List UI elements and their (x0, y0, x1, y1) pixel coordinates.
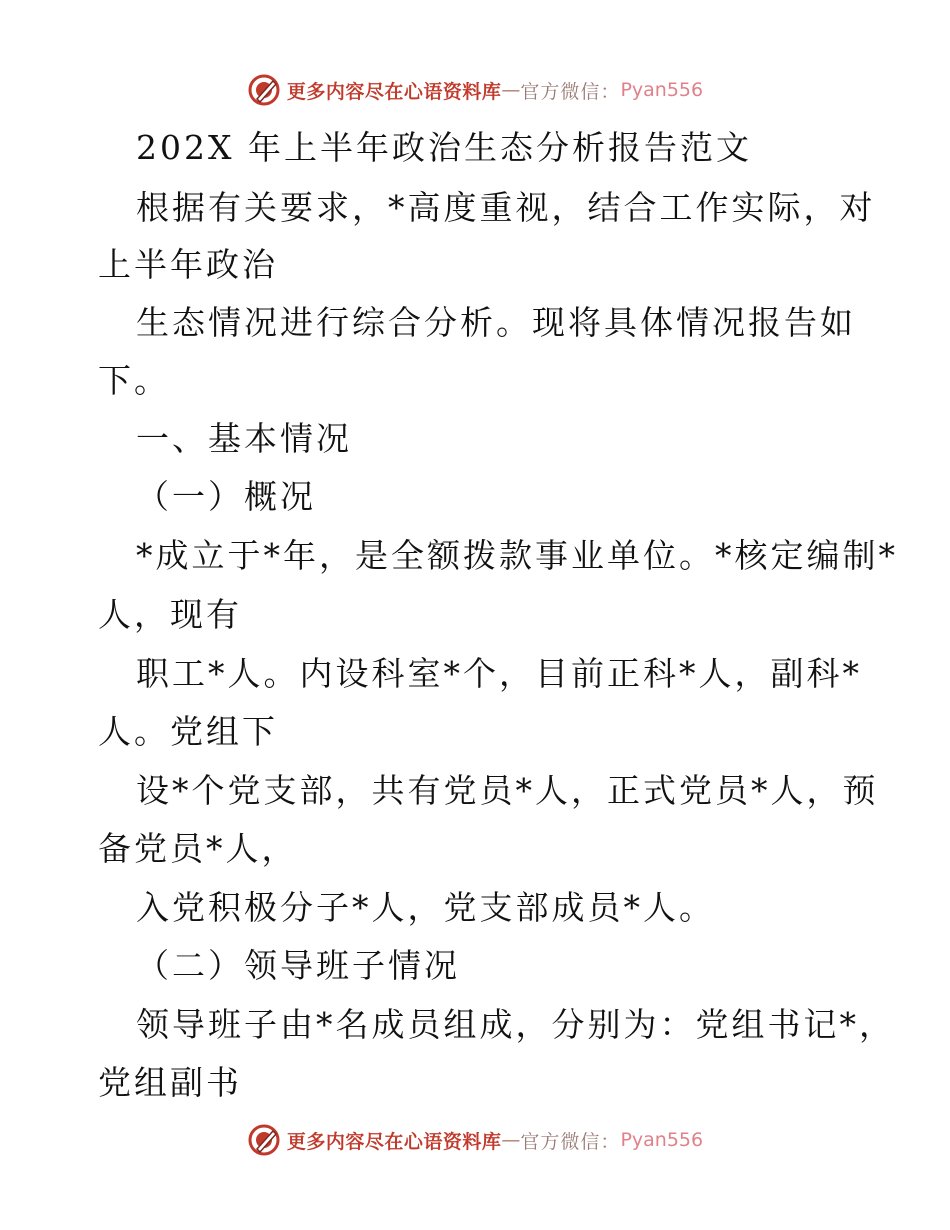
banner-dash: — (501, 79, 521, 101)
banner-brand: 更多内容尽在心语资料库 (286, 80, 502, 103)
paragraph-line: 下。 (98, 361, 170, 400)
header-banner (0, 70, 950, 110)
pen-logo-icon (247, 73, 281, 107)
pen-logo-icon (247, 1123, 281, 1157)
paragraph-line: 领导班子由*名成员组成，分别为：党组书记*， (136, 1005, 895, 1044)
paragraph-line: 生态情况进行综合分析。现将具体情况报告如 (136, 303, 856, 342)
subsection-heading: （一）概况 (136, 477, 316, 516)
subsection-heading: （二）领导班子情况 (136, 946, 460, 985)
footer-banner (0, 1120, 950, 1160)
paragraph-line: 备党员*人， (98, 829, 298, 868)
banner-wechat-id: Pyan556 (620, 79, 704, 101)
section-heading: 一、基本情况 (136, 419, 352, 458)
paragraph-line: 人。党组下 (98, 712, 278, 751)
paragraph-line: 党组副书 (98, 1063, 242, 1102)
paragraph-line: *成立于*年，是全额拨款事业单位。*核定编制* (136, 536, 898, 575)
paragraph-line: 设*个党支部，共有党员*人，正式党员*人，预 (136, 771, 879, 810)
banner-wechat-label: 官方微信： (520, 80, 621, 103)
banner-brand: 更多内容尽在心语资料库 (286, 1130, 502, 1153)
paragraph-line: 入党积极分子*人，党支部成员*人。 (136, 888, 715, 927)
paragraph-line: 人，现有 (98, 595, 242, 634)
paragraph-line: 职工*人。内设科室*个，目前正科*人，副科* (136, 654, 862, 693)
banner-dash: — (501, 1129, 521, 1151)
paragraph-line: 根据有关要求，*高度重视，结合工作实际，对 (136, 188, 876, 227)
document-title: 202X 年上半年政治生态分析报告范文 (136, 128, 752, 167)
paragraph-line: 上半年政治 (98, 245, 278, 284)
banner-wechat-label: 官方微信： (520, 1130, 621, 1153)
banner-wechat-id: Pyan556 (620, 1129, 704, 1151)
